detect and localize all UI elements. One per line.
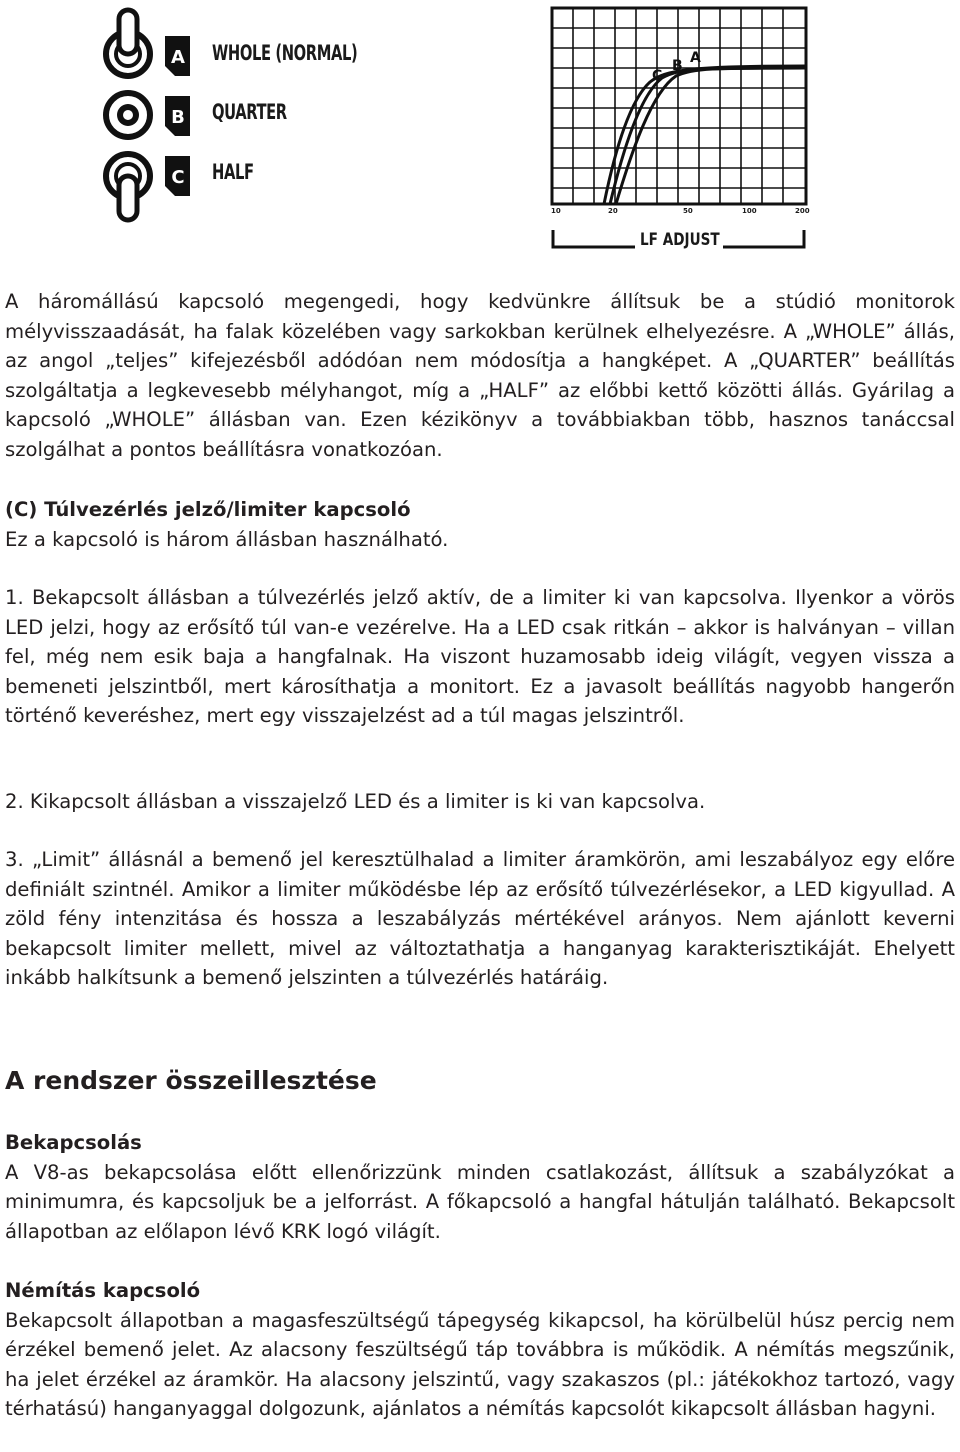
- graph-tick-label: 10: [551, 207, 561, 215]
- mute-paragraph: Bekapcsolt állapotban a magasfeszültségű tápegység kikapcsol, ha körülbelül húsz percig nem érzékel bemenő jelet. Az alacsony feszültségű táp továbbra is működik. A némítás megszűnik, ha jelet érzékel az áramkör. Ha alacsony jelszintű, vagy szakaszos (pl.: játékokhoz tartozó, vagy térhatású) hanganyaggal dolgozunk, ajánlatos a némítás kapcsolót kikapcsolt állásban hagyni.: [5, 1308, 955, 1421]
- power-on-paragraph: A V8-as bekapcsolása előtt ellenőrizzünk minden csatlakozást, állítsuk a szabályzókat a minimumra, és kapcsoljuk be a jelforrást. A főkapcsoló a hangfal hátulján található. Bekapcsolt állapotban az előlapon lévő KRK logó világít.: [5, 1160, 955, 1243]
- mute-section: [5, 1276, 955, 1424]
- curve-letter-c: C: [652, 68, 663, 84]
- section-c-subtitle: Ez a kapcsoló is három állásban használható.: [5, 527, 449, 551]
- section-c-heading: (C) Túlvezérlés jelző/limiter kapcsoló: [5, 498, 411, 521]
- section-c-item-1: [5, 583, 955, 731]
- toggle-switch-a-icon: [106, 10, 150, 76]
- tag-letter-b: B: [171, 107, 185, 128]
- system-section: [5, 1066, 955, 1095]
- switch-label-quarter: QUARTER: [212, 100, 287, 124]
- position-letter-tags: [165, 36, 190, 196]
- curve-letter-a: A: [690, 50, 701, 66]
- tag-letter-a: A: [171, 47, 185, 68]
- graph-tick-label: 50: [683, 207, 693, 215]
- intro-paragraph: A háromállású kapcsoló megengedi, hogy kedvünkre állítsuk be a stúdió monitorok mélyvisszaadását, ha falak közelében vagy sarkokban kerülnek elhelyezésre. A „WHOLE” állás, az angol „teljes” kifejezésből adódóan nem módosítja a hangképet. A „QUARTER” beállítás szolgáltatja a legkevesebb mélyhangot, míg a „HALF” az előbbi kettő közötti állás. Gyárilag a kapcsoló „WHOLE” állásban van. Ezen kézikönyv a továbbiakban több, hasznos tanáccsal szolgálhat a pontos beállításra vonatkozóan.: [5, 290, 955, 461]
- power-on-section: [5, 1128, 955, 1246]
- system-section-heading: A rendszer összeillesztése: [5, 1066, 377, 1095]
- toggle-switches-drawing: [0, 0, 960, 270]
- switch-illustration: [0, 0, 960, 270]
- graph-tick-label: 200: [795, 207, 810, 215]
- item-1-paragraph: 1. Bekapcsolt állásban a túlvezérlés jelző aktív, de a limiter ki van kapcsolva. Ilyenkor a vörös LED jelzi, hogy az erősítő túl van-e vezérelve. Ha a LED csak ritkán – akkor is halványan – villan fel, még nem esik baja a hangfalnak. Ha viszont huzamosabb ideig világít, vegyen vissza a bemeneti jelszintből, mert károsíthatja a monitort. Ez a javasolt beállítás nagyobb hangerőn történő keveréshez, mert egy visszajelzést ad a túl magas jelszintről.: [5, 586, 955, 728]
- switch-label-half: HALF: [212, 160, 254, 184]
- lf-adjust-label: LF ADJUST: [640, 230, 720, 250]
- item-2-paragraph: 2. Kikapcsolt állásban a visszajelző LED és a limiter is ki van kapcsolva.: [5, 790, 706, 813]
- graph-tick-label: 20: [608, 207, 618, 215]
- switch-label-whole: WHOLE (NORMAL): [212, 41, 358, 65]
- section-c-item-2: [5, 787, 955, 817]
- tag-letter-c: C: [171, 167, 185, 188]
- toggle-switch-b-icon: [106, 93, 150, 137]
- toggle-switch-c-icon: [106, 154, 150, 220]
- power-on-heading: Bekapcsolás: [5, 1131, 142, 1154]
- lf-response-graph: [552, 8, 806, 247]
- section-c: [5, 495, 955, 554]
- graph-tick-label: 100: [742, 207, 757, 215]
- section-c-item-3: [5, 845, 955, 993]
- intro-section: [5, 287, 955, 465]
- curve-letter-b: B: [672, 58, 683, 74]
- mute-heading: Némítás kapcsoló: [5, 1279, 201, 1302]
- item-3-paragraph: 3. „Limit” állásnál a bemenő jel keresztülhalad a limiter áramkörön, ami leszabályoz egy előre definiált szintnél. Amikor a limiter működésbe lép az erősítő túlvezérlésekor, a LED kigyullad. A zöld fény intenzitása és hossza a leszabályzás mértékével arányos. Nem ajánlott keverni bekapcsolt limiter mellett, mivel az változtathatja a hanganyag karakterisztikáját. Ehelyett inkább halkítsunk a bemenő jelszinten a túlvezérlés határáig.: [5, 848, 955, 990]
